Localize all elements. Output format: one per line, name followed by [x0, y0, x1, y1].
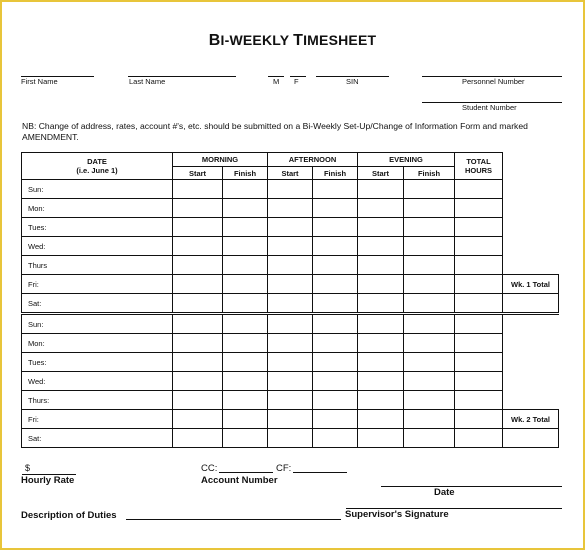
total-cell[interactable]: [455, 180, 503, 199]
time-cell[interactable]: [268, 237, 313, 256]
total-cell[interactable]: [455, 256, 503, 275]
total-hours-header: TOTAL HOURS: [455, 153, 503, 180]
table-row: [22, 294, 559, 314]
day-label: Mon:: [22, 199, 173, 218]
evening-start-header: Start: [358, 167, 404, 180]
time-cell[interactable]: [268, 218, 313, 237]
time-cell[interactable]: [268, 199, 313, 218]
table-row: [22, 334, 559, 353]
table-row: [22, 314, 559, 334]
time-cell[interactable]: [268, 429, 313, 448]
week1-total-label: Wk. 1 Total: [503, 275, 559, 294]
time-cell[interactable]: [404, 314, 455, 334]
f-label: F: [294, 77, 299, 86]
time-cell[interactable]: [358, 429, 404, 448]
day-label: Sat:: [22, 294, 173, 314]
description-label: Description of Duties: [21, 510, 117, 521]
hourly-rate-label: Hourly Rate: [21, 475, 75, 486]
time-cell[interactable]: [313, 334, 358, 353]
time-cell[interactable]: [404, 294, 455, 314]
time-cell[interactable]: [173, 180, 223, 199]
cc-label: CC:: [201, 463, 218, 474]
time-cell[interactable]: [358, 334, 404, 353]
table-row: [22, 410, 559, 429]
time-cell[interactable]: [223, 256, 268, 275]
time-cell[interactable]: [358, 372, 404, 391]
time-cell[interactable]: [358, 256, 404, 275]
time-cell[interactable]: [313, 199, 358, 218]
morning-header: MORNING: [173, 153, 268, 167]
time-cell[interactable]: [404, 256, 455, 275]
morning-start-header: Start: [173, 167, 223, 180]
time-cell[interactable]: [223, 353, 268, 372]
time-cell[interactable]: [268, 410, 313, 429]
time-cell[interactable]: [223, 429, 268, 448]
time-cell[interactable]: [404, 237, 455, 256]
day-label: Fri:: [22, 410, 173, 429]
table-row: [22, 275, 559, 294]
time-cell[interactable]: [173, 294, 223, 314]
time-cell[interactable]: [313, 353, 358, 372]
day-label: Thurs:: [22, 391, 173, 410]
m-label: M: [273, 77, 280, 86]
time-cell[interactable]: [268, 353, 313, 372]
time-cell[interactable]: [404, 353, 455, 372]
time-cell[interactable]: [173, 237, 223, 256]
time-cell[interactable]: [313, 180, 358, 199]
time-cell[interactable]: [223, 199, 268, 218]
supervisor-label: Supervisor's Signature: [345, 509, 449, 520]
time-cell[interactable]: [268, 180, 313, 199]
time-cell[interactable]: [404, 180, 455, 199]
time-cell[interactable]: [173, 429, 223, 448]
afternoon-finish-header: Finish: [313, 167, 358, 180]
time-cell[interactable]: [358, 237, 404, 256]
time-cell[interactable]: [358, 275, 404, 294]
time-cell[interactable]: [313, 372, 358, 391]
sin-label: SIN: [346, 77, 359, 86]
time-cell[interactable]: [223, 410, 268, 429]
last-name-label: Last Name: [129, 77, 166, 86]
time-cell[interactable]: [404, 391, 455, 410]
evening-header: EVENING: [358, 153, 455, 167]
timesheet-table: [21, 152, 559, 448]
total-cell[interactable]: [455, 353, 503, 372]
personnel-number-label: Personnel Number: [462, 77, 525, 86]
time-cell[interactable]: [313, 256, 358, 275]
day-label: Wed:: [22, 372, 173, 391]
total-cell[interactable]: [455, 314, 503, 334]
time-cell[interactable]: [223, 237, 268, 256]
table-row: [22, 237, 559, 256]
time-cell[interactable]: [404, 429, 455, 448]
time-cell[interactable]: [173, 218, 223, 237]
total-cell[interactable]: [455, 275, 503, 294]
table-row: [22, 429, 559, 448]
time-cell[interactable]: [313, 429, 358, 448]
total-cell[interactable]: [455, 410, 503, 429]
time-cell[interactable]: [223, 334, 268, 353]
table-row: [22, 353, 559, 372]
time-cell[interactable]: [173, 410, 223, 429]
time-cell[interactable]: [268, 314, 313, 334]
account-number-label: Account Number: [201, 475, 278, 486]
total-cell[interactable]: [455, 218, 503, 237]
student-number-label: Student Number: [462, 103, 517, 112]
time-cell[interactable]: [223, 180, 268, 199]
table-row: [22, 256, 559, 275]
time-cell[interactable]: [404, 372, 455, 391]
time-cell[interactable]: [358, 218, 404, 237]
time-cell[interactable]: [358, 410, 404, 429]
time-cell[interactable]: [404, 199, 455, 218]
week2-total-cell[interactable]: [503, 429, 559, 448]
time-cell[interactable]: [358, 180, 404, 199]
afternoon-header: AFTERNOON: [268, 153, 358, 167]
time-cell[interactable]: [404, 334, 455, 353]
time-cell[interactable]: [358, 199, 404, 218]
date-header: DATE (i.e. June 1): [22, 153, 173, 180]
total-cell[interactable]: [455, 334, 503, 353]
day-label: Sun:: [22, 314, 173, 334]
week2-total-label: Wk. 2 Total: [503, 410, 559, 429]
date-label: Date: [434, 487, 455, 498]
time-cell[interactable]: [173, 372, 223, 391]
time-cell[interactable]: [173, 199, 223, 218]
time-cell[interactable]: [173, 334, 223, 353]
time-cell[interactable]: [404, 275, 455, 294]
total-cell[interactable]: [455, 294, 503, 314]
page-title: BI-WEEKLY TIMESHEET: [208, 32, 377, 49]
total-cell[interactable]: [455, 429, 503, 448]
day-label: Tues:: [22, 218, 173, 237]
day-label: Sun:: [22, 180, 173, 199]
total-cell[interactable]: [455, 237, 503, 256]
time-cell[interactable]: [268, 256, 313, 275]
time-cell[interactable]: [173, 391, 223, 410]
time-cell[interactable]: [313, 314, 358, 334]
table-row: [22, 372, 559, 391]
time-cell[interactable]: [404, 410, 455, 429]
time-cell[interactable]: [313, 237, 358, 256]
time-cell[interactable]: [358, 353, 404, 372]
total-cell[interactable]: [455, 391, 503, 410]
time-cell[interactable]: [223, 372, 268, 391]
note-text: NB: Change of address, rates, account #'s, etc. should be submitted on a Bi-Weekly Set-Up/Change of Information Form and marked AMENDMENT.: [22, 121, 528, 142]
date-line[interactable]: [381, 486, 562, 487]
time-cell[interactable]: [313, 391, 358, 410]
day-label: Sat:: [22, 429, 173, 448]
evening-finish-header: Finish: [404, 167, 455, 180]
morning-finish-header: Finish: [223, 167, 268, 180]
time-cell[interactable]: [268, 275, 313, 294]
time-cell[interactable]: [313, 294, 358, 314]
week1-total-cell[interactable]: [503, 294, 559, 314]
time-cell[interactable]: [223, 314, 268, 334]
afternoon-start-header: Start: [268, 167, 313, 180]
time-cell[interactable]: [173, 353, 223, 372]
cc-line[interactable]: [219, 472, 273, 473]
day-label: Fri:: [22, 275, 173, 294]
time-cell[interactable]: [223, 218, 268, 237]
time-cell[interactable]: [313, 410, 358, 429]
table-row: [22, 218, 559, 237]
first-name-label: First Name: [21, 77, 58, 86]
time-cell[interactable]: [358, 314, 404, 334]
day-label: Tues:: [22, 353, 173, 372]
time-cell[interactable]: [268, 334, 313, 353]
total-cell[interactable]: [455, 372, 503, 391]
table-row: [22, 391, 559, 410]
day-label: Mon:: [22, 334, 173, 353]
time-cell[interactable]: [358, 391, 404, 410]
time-cell[interactable]: [223, 294, 268, 314]
day-label: Thurs: [22, 256, 173, 275]
cf-line[interactable]: [293, 472, 347, 473]
day-label: Wed:: [22, 237, 173, 256]
time-cell[interactable]: [268, 391, 313, 410]
cf-label: CF:: [276, 463, 292, 474]
table-row: [22, 199, 559, 218]
description-line[interactable]: [126, 519, 341, 520]
time-cell[interactable]: [313, 275, 358, 294]
time-cell[interactable]: [404, 218, 455, 237]
time-cell[interactable]: [223, 275, 268, 294]
total-cell[interactable]: [455, 199, 503, 218]
time-cell[interactable]: [358, 294, 404, 314]
time-cell[interactable]: [173, 314, 223, 334]
table-row: [22, 180, 559, 199]
time-cell[interactable]: [223, 391, 268, 410]
time-cell[interactable]: [173, 275, 223, 294]
time-cell[interactable]: [313, 218, 358, 237]
dollar-sign: $: [25, 463, 31, 473]
time-cell[interactable]: [268, 372, 313, 391]
time-cell[interactable]: [173, 256, 223, 275]
time-cell[interactable]: [268, 294, 313, 314]
